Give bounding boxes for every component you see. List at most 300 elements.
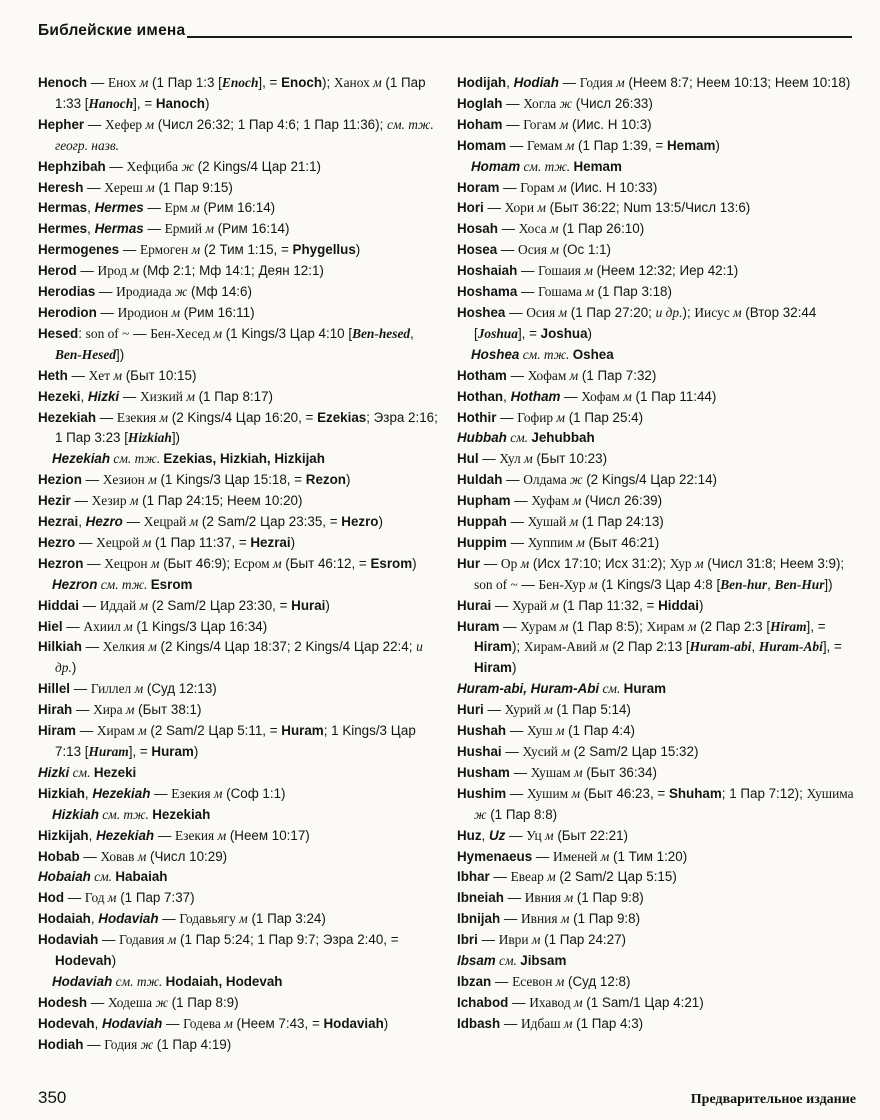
entry-segment: Hobaiah: [38, 869, 91, 885]
entry-segment: м: [732, 304, 742, 320]
dictionary-entry: [38, 533, 439, 554]
entry-segment: м: [585, 284, 594, 300]
dictionary-entry: [457, 303, 858, 345]
entry-segment: ж: [181, 158, 194, 174]
entry-segment: см.: [69, 764, 94, 780]
entry-segment: Hothir: [457, 409, 497, 425]
entry-segment: Habaiah: [115, 869, 168, 885]
left-column: [38, 73, 439, 1056]
entry-segment: Hodaiah, Hodevah: [165, 973, 283, 989]
entry-segment: Годавия: [119, 932, 168, 948]
entry-segment: м: [137, 848, 147, 864]
entry-segment: Hymenaeus: [457, 848, 533, 864]
entry-segment: Ibneiah: [457, 890, 504, 906]
entry-segment: (1 Пар 7:32): [578, 367, 657, 383]
entry-segment: м: [129, 493, 139, 509]
entry-segment: ,: [87, 221, 95, 237]
entry-segment: Hermogenes: [38, 242, 120, 258]
dictionary-entry: [457, 617, 858, 680]
entry-segment: м: [139, 597, 149, 613]
dictionary-entry: [38, 303, 439, 324]
dictionary-entry: [38, 219, 439, 240]
entry-segment: Ben-hesed: [352, 325, 411, 341]
entry-segment: Хусий: [522, 744, 562, 759]
entry-segment: Ходеша: [107, 994, 156, 1010]
entry-segment: Hanoch: [88, 95, 134, 111]
dictionary-entry: [457, 282, 858, 303]
dictionary-entry: [457, 700, 858, 721]
entry-segment: Hur: [457, 555, 481, 571]
entry-segment: Уц: [526, 827, 546, 843]
entry-segment: (1 Пар 27:20;: [567, 304, 656, 320]
entry-segment: —: [83, 179, 105, 195]
entry-segment: —: [505, 827, 527, 843]
entry-segment: —: [480, 555, 501, 571]
entry-segment: Евеар: [510, 869, 548, 885]
entry-segment: —: [506, 514, 528, 530]
entry-segment: Hodiah: [513, 75, 559, 90]
entry-segment: Есром: [233, 555, 273, 571]
entry-segment: Горам: [520, 179, 558, 195]
entry-segment: Hephzibah: [38, 158, 106, 174]
dictionary-entry: [457, 993, 858, 1014]
entry-segment: Ibnijah: [457, 911, 501, 927]
entry-segment: Rezon: [305, 472, 346, 488]
dictionary-entry: [457, 366, 858, 387]
entry-segment: м: [571, 785, 580, 801]
entry-segment: Hodaviah: [52, 973, 113, 989]
entry-segment: ,: [80, 388, 88, 404]
dictionary-entry: [457, 73, 858, 94]
entry-segment: (Суд 12:8): [564, 973, 631, 989]
entry-segment: Хуш: [526, 723, 556, 739]
entry-segment: Hubbah: [457, 430, 507, 446]
entry-segment: —: [70, 493, 92, 509]
entry-segment: (1 Пар 8:9): [167, 994, 239, 1010]
entry-segment: м: [150, 555, 160, 571]
entry-segment: Хушам: [530, 764, 574, 780]
entry-segment: —: [87, 994, 108, 1010]
entry-segment: Ezekias, Hizkiah, Hizkijah: [163, 451, 325, 467]
entry-segment: Hiram: [770, 618, 807, 634]
entry-segment: Enoch: [281, 75, 323, 90]
entry-segment: Ивния: [524, 890, 565, 906]
entry-segment: ,: [78, 514, 86, 530]
entry-segment: ], =: [822, 639, 842, 655]
entry-segment: Хул: [499, 451, 525, 467]
entry-segment: Hodevah: [55, 953, 112, 969]
entry-segment: Хет: [88, 367, 114, 383]
entry-segment: м: [564, 890, 574, 906]
dictionary-entry: [457, 867, 858, 888]
entry-segment: Годева: [183, 1015, 225, 1031]
entry-segment: Idbash: [457, 1015, 501, 1031]
entry-segment: м: [547, 869, 556, 885]
entry-segment: Идбаш: [521, 1015, 564, 1031]
entry-segment: (1 Пар 1:33 [: [55, 75, 426, 111]
entry-segment: Езекия: [116, 409, 160, 425]
entry-segment: Хира: [93, 702, 126, 718]
entry-segment: Хурам: [520, 618, 560, 634]
entry-segment: (1 Пар 9:15): [154, 179, 233, 195]
entry-segment: (Неем 8:7; Неем 10:13; Неем 10:18): [624, 75, 851, 90]
entry-segment: (Быт 10:15): [121, 367, 197, 383]
entry-segment: Hul: [457, 451, 479, 467]
entry-segment: —: [158, 911, 180, 927]
entry-segment: (1 Пар 24:13): [578, 514, 664, 530]
entry-segment: Hiel: [38, 618, 63, 634]
entry-segment: Ibsam: [457, 953, 496, 969]
entry-segment: м: [565, 137, 575, 153]
entry-segment: —: [78, 597, 100, 613]
entry-segment: (2 Sam/2 Цар 23:30, =: [148, 597, 292, 613]
dictionary-entry: [38, 240, 439, 261]
entry-segment: (Быт 46:9);: [159, 555, 234, 571]
entry-segment: Esrom: [370, 555, 413, 571]
entry-segment: —: [560, 388, 582, 404]
entry-segment: Хушай: [527, 514, 570, 530]
entry-segment: м: [189, 514, 199, 530]
entry-segment: Хори: [504, 200, 538, 216]
entry-segment: (Быт 46:12, =: [281, 555, 371, 571]
entry-segment: м: [556, 409, 565, 425]
see-also-line: [52, 449, 439, 470]
entry-segment: Иври: [498, 932, 532, 948]
entry-segment: —: [502, 472, 524, 488]
entry-segment: Хушима: [806, 785, 854, 801]
dictionary-entry: [457, 470, 858, 491]
dictionary-entry: [38, 324, 439, 366]
entry-segment: ): [383, 1015, 389, 1031]
entry-segment: Хофам: [527, 367, 570, 383]
entry-segment: —: [477, 932, 499, 948]
entry-segment: (2 Пар 2:13 [: [608, 639, 690, 655]
entry-segment: (1 Kings/3 Цар 4:8 [: [597, 576, 721, 592]
entry-segment: —: [83, 555, 105, 571]
entry-segment: Хефер: [104, 116, 146, 132]
entry-segment: Hezron: [52, 576, 98, 592]
entry-segment: Ханох: [333, 75, 374, 90]
dictionary-entry: [38, 617, 439, 638]
entry-segment: Hiddai: [658, 597, 699, 613]
entry-segment: —: [70, 681, 91, 697]
entry-segment: Hoshama: [457, 284, 518, 300]
entry-segment: Именей: [553, 848, 601, 864]
entry-segment: (1 Пар 24:15; Неем 10:20): [138, 493, 303, 509]
entry-segment: Ibhar: [457, 869, 490, 885]
page-number: 350: [38, 1088, 67, 1107]
entry-segment: (Втор 32:44 [: [474, 304, 817, 341]
entry-segment: Hemam: [573, 158, 622, 174]
dictionary-entry: [38, 909, 439, 930]
entry-segment: Hodiah: [38, 1036, 84, 1052]
entry-segment: м: [191, 242, 201, 258]
entry-segment: Huram: [151, 744, 194, 759]
entry-segment: Hotham: [457, 367, 507, 383]
dictionary-entry: [457, 408, 858, 429]
entry-segment: Хурий: [504, 702, 545, 718]
entry-segment: Ермоген: [139, 242, 192, 258]
entry-segment: (1 Пар 11:32, =: [558, 597, 659, 613]
entry-segment: Hurai: [291, 597, 326, 613]
entry-segment: (Неем 7:43, =: [232, 1015, 324, 1031]
dictionary-entry: [457, 512, 858, 533]
entry-segment: —: [483, 702, 505, 718]
entry-segment: Husham: [457, 764, 510, 780]
entry-segment: —: [502, 116, 524, 132]
entry-segment: Oshea: [572, 346, 614, 362]
entry-segment: м: [558, 179, 567, 195]
dictionary-entry: [38, 470, 439, 491]
entry-segment: м: [186, 388, 195, 404]
dictionary-entry: [38, 387, 439, 408]
entry-segment: Hizkiah: [38, 785, 85, 801]
entry-segment: ж: [559, 95, 573, 111]
entry-segment: —: [76, 263, 98, 279]
entry-segment: м: [146, 179, 155, 195]
entry-segment: Hirah: [38, 702, 73, 718]
entry-segment: Hoglah: [457, 95, 503, 111]
entry-segment: Hesed: [38, 325, 79, 341]
entry-segment: (Мф 14:6): [187, 284, 252, 300]
header-rule: [187, 36, 852, 38]
entry-segment: —: [129, 325, 151, 341]
dictionary-entry: [38, 512, 439, 533]
entry-segment: Хогла: [523, 95, 560, 111]
entry-segment: (Быт 22:21): [553, 827, 629, 843]
entry-segment: (Ос 1:1): [558, 242, 611, 258]
dictionary-entry: [457, 1014, 858, 1035]
entry-segment: ,: [767, 576, 775, 592]
entry-segment: ,: [751, 639, 759, 655]
dictionary-entry: [38, 282, 439, 303]
entry-segment: —: [96, 409, 117, 425]
entry-segment: Годия: [104, 1036, 141, 1052]
entry-segment: (1 Пар 3:24): [247, 911, 326, 927]
entry-segment: Hezeki: [93, 764, 137, 780]
entry-segment: —: [497, 242, 519, 258]
dictionary-entry: [457, 449, 858, 470]
entry-segment: Shuham: [668, 785, 722, 801]
entry-segment: ,: [94, 1015, 103, 1031]
entry-segment: м: [561, 744, 570, 759]
cross-reference-entry: [38, 867, 439, 888]
entry-segment: м: [205, 221, 214, 237]
entry-segment: (Числ 26:39): [581, 493, 663, 509]
entry-segment: м: [573, 764, 583, 780]
entry-segment: м: [569, 367, 579, 383]
entry-segment: Esrom: [150, 576, 193, 592]
entry-segment: (Соф 1:1): [222, 785, 286, 801]
entry-segment: Hurai: [457, 597, 492, 613]
entry-segment: Heresh: [38, 179, 84, 195]
entry-segment: Hermes: [94, 200, 144, 216]
cross-reference-entry: [457, 951, 858, 972]
entry-segment: (Быт 46:23, =: [580, 785, 669, 801]
entry-segment: (1 Пар 5:14): [552, 702, 631, 718]
entry-segment: (2 Kings/4 Цар 22:14): [582, 472, 718, 488]
entry-segment: Hezron: [38, 555, 84, 571]
page-footer: [38, 1088, 856, 1108]
entry-segment: Осия: [518, 242, 551, 258]
see-also-line: [471, 345, 858, 366]
entry-segment: Hezekiah: [38, 409, 97, 425]
dictionary-entry: [457, 261, 858, 282]
entry-segment: —: [98, 932, 120, 948]
entry-segment: м: [574, 994, 583, 1010]
entry-segment: ): [355, 242, 361, 258]
entry-segment: м: [550, 597, 559, 613]
cross-reference-entry: [38, 763, 439, 784]
entry-segment: Joshua: [540, 325, 588, 341]
entry-segment: Ерм: [164, 200, 192, 216]
entry-segment: м: [159, 409, 169, 425]
entry-segment: ): [715, 137, 720, 153]
entry-segment: см. тж. геогр. назв.: [55, 116, 434, 153]
entry-segment: ): [587, 325, 592, 341]
entry-segment: (2 Пар 2:3 [: [696, 618, 771, 634]
entry-segment: Hobab: [38, 848, 80, 864]
entry-segment: :: [78, 325, 86, 341]
entry-segment: ): [111, 953, 117, 969]
entry-segment: м: [138, 723, 147, 739]
entry-segment: (2 Sam/2 Цар 23:35, =: [198, 514, 342, 530]
entry-segment: ]): [116, 346, 125, 362]
entry-segment: м: [171, 304, 181, 320]
entry-segment: Hermes: [38, 221, 88, 237]
entry-segment: (Иис. Н 10:33): [566, 179, 658, 195]
entry-segment: —: [489, 869, 511, 885]
dictionary-entry: [457, 847, 858, 868]
entry-segment: (1 Пар 11:37, =: [151, 534, 251, 550]
entry-segment: м: [134, 681, 144, 697]
entry-segment: (Иис. Н 10:3): [568, 116, 652, 132]
entry-segment: Huppim: [457, 534, 507, 550]
entry-segment: Ezekias: [317, 409, 367, 425]
entry-segment: Годавьягу: [179, 911, 240, 927]
dictionary-entry: [38, 784, 439, 805]
entry-segment: —: [64, 890, 85, 906]
dictionary-entry: [457, 219, 858, 240]
entry-segment: Hezrai: [250, 534, 291, 550]
entry-segment: Гогам: [523, 116, 560, 132]
entry-segment: Хурай: [512, 597, 551, 613]
entry-segment: Hodijah: [457, 75, 507, 90]
entry-segment: Хирам-Авий: [523, 639, 600, 655]
entry-segment: Олдама: [523, 472, 571, 488]
entry-segment: м: [558, 304, 568, 320]
entry-segment: Езекия: [174, 827, 218, 843]
entry-segment: —: [491, 597, 513, 613]
entry-segment: —: [75, 534, 97, 550]
entry-segment: Hoshea: [457, 304, 506, 320]
entry-segment: м: [623, 388, 632, 404]
entry-segment: Hodaviah: [38, 932, 99, 948]
dictionary-entry: [38, 261, 439, 282]
entry-segment: Гошаия: [538, 263, 585, 279]
entry-segment: Phygellus: [292, 242, 356, 258]
entry-segment: Хизкий: [140, 388, 187, 404]
entry-segment: );: [511, 639, 524, 655]
entry-segment: Хуфам: [531, 493, 573, 509]
dictionary-entry: [457, 763, 858, 784]
dictionary-entry: [457, 742, 858, 763]
entry-segment: Бен-Хесед: [150, 325, 214, 341]
dictionary-entry: [457, 888, 858, 909]
dictionary-entry: [38, 826, 439, 847]
entry-segment: Ихавод: [529, 994, 575, 1010]
entry-segment: Год: [84, 890, 108, 906]
entry-segment: (2 Kings/4 Цар 21:1): [193, 158, 321, 174]
entry-segment: см.: [599, 681, 624, 697]
entry-segment: Hiddai: [38, 597, 79, 613]
entry-segment: м: [130, 263, 139, 279]
entry-segment: ): [345, 472, 351, 488]
entry-segment: —: [497, 221, 519, 237]
entry-segment: (1 Kings/3 Цар 15:18, =: [156, 472, 306, 488]
entry-segment: Huram: [88, 744, 129, 759]
entry-segment: ж: [140, 1036, 154, 1052]
entry-segment: Hezekiah: [152, 806, 211, 822]
entry-segment: м: [560, 911, 570, 927]
entry-segment: м: [272, 555, 282, 571]
entry-segment: м: [373, 75, 382, 90]
entry-segment: Иродион: [117, 304, 172, 320]
entry-segment: Hodaviah: [102, 1015, 163, 1031]
entry-segment: (2 Kings/4 Цар 18:37; 2 Kings/4 Цар 22:4;: [156, 639, 417, 655]
entry-segment: ): [412, 555, 417, 571]
entry-segment: Hothan: [457, 388, 504, 404]
entry-segment: (Исх 17:10; Исх 31:2);: [529, 555, 670, 571]
entry-segment: son of ~: [474, 576, 518, 592]
entry-segment: (1 Kings/3 Цар 4:10 [: [222, 325, 353, 341]
page-title: Библейские имена: [38, 22, 186, 39]
entry-segment: —: [491, 973, 513, 989]
dictionary-entry: [457, 596, 858, 617]
entry-segment: —: [506, 367, 528, 383]
entry-segment: м: [537, 200, 546, 216]
entry-segment: м: [145, 116, 154, 132]
entry-segment: ]): [824, 576, 833, 592]
entry-segment: Hodaiah: [38, 911, 91, 927]
dictionary-entry: [38, 491, 439, 512]
entry-segment: —: [503, 890, 525, 906]
entry-segment: Hoham: [457, 116, 503, 132]
entry-segment: Hushim: [457, 785, 507, 801]
entry-segment: —: [506, 785, 527, 801]
entry-segment: Hezekiah: [96, 827, 155, 843]
entry-segment: Hodevah: [38, 1015, 95, 1031]
entry-segment: (1 Пар 8:17): [194, 388, 273, 404]
entry-segment: (1 Тим 1:20): [609, 848, 688, 864]
entry-segment: Хоса: [518, 221, 551, 237]
entry-segment: м: [217, 827, 227, 843]
entry-segment: —: [79, 848, 101, 864]
dictionary-entry: [38, 1014, 439, 1035]
entry-segment: (Быт 46:21): [584, 534, 660, 550]
entry-segment: Homam: [471, 158, 521, 174]
entry-segment: Hezir: [38, 493, 71, 509]
entry-segment: (Мф 2:1; Мф 14:1; Деян 12:1): [138, 263, 324, 279]
entry-segment: м: [125, 702, 135, 718]
entry-segment: м: [572, 493, 582, 509]
entry-segment: Hepher: [38, 116, 85, 132]
dictionary-entry: [457, 554, 858, 596]
entry-segment: (1 Пар 7:37): [116, 890, 195, 906]
entry-segment: —: [84, 116, 105, 132]
entry-segment: (1 Пар 11:44): [631, 388, 717, 404]
entry-segment: ж: [174, 284, 188, 300]
